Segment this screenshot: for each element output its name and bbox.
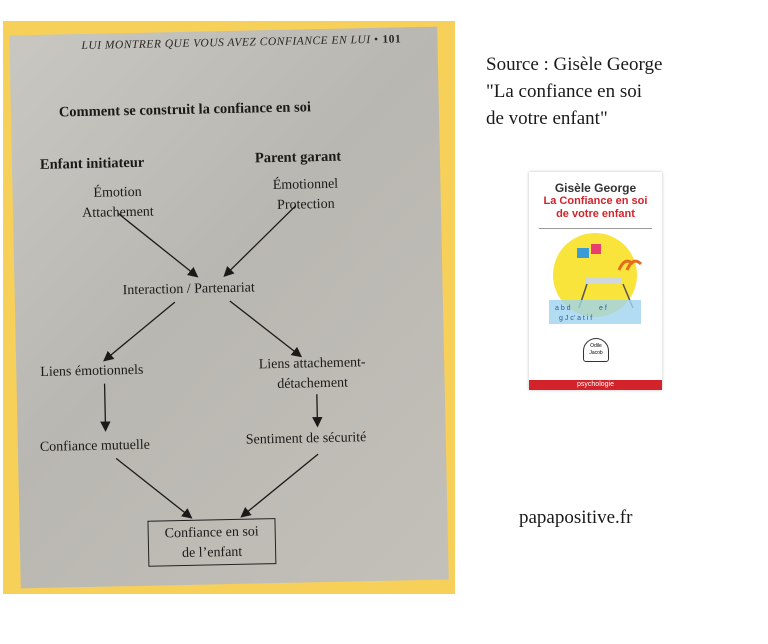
source-line2: "La confiance en soi: [486, 81, 642, 102]
right-header: Parent garant: [254, 148, 342, 167]
right-top-node: [250, 174, 361, 216]
final-line1: Confiance en soi: [164, 524, 259, 542]
right-mid-line2: détachement: [277, 375, 349, 393]
running-head-text: LUI MONTRER QUE VOUS AVEZ CONFIANCE EN LUI •: [81, 33, 379, 53]
book-author: Gisèle George: [554, 181, 637, 195]
final-line2: de l’enfant: [181, 544, 243, 562]
book-cover: [529, 172, 662, 390]
arrow-right-mid-to-low: [317, 394, 318, 426]
center-node: Interaction / Partenariat: [122, 280, 255, 299]
arrow-left-low-to-final: [116, 457, 191, 520]
book-page-photo: [9, 27, 448, 589]
photo-frame: [3, 21, 455, 594]
publisher-logo: Odile Jacob: [583, 338, 609, 362]
left-header: Enfant initiateur: [39, 154, 145, 173]
psychology-band: psychologie: [529, 380, 662, 390]
left-top-line1: Émotion: [93, 184, 142, 201]
left-top-node: [62, 182, 173, 224]
site-url: papapositive.fr: [519, 507, 633, 528]
svg-text:g J c' a t i f: g J c' a t i f: [559, 315, 593, 322]
book-title: [529, 195, 662, 221]
book-title-line2: de votre enfant: [556, 208, 635, 220]
right-top-line2: Protection: [276, 196, 335, 213]
left-low-node: Confiance mutuelle: [39, 437, 151, 455]
left-mid-node: Liens émotionnels: [40, 362, 144, 380]
final-node-box: [147, 518, 276, 567]
right-mid-node: [242, 353, 383, 396]
right-low-node: Sentiment de sécurité: [245, 430, 367, 448]
source-line1: Source : Gisèle George: [486, 54, 663, 75]
arrow-right-low-to-final: [240, 454, 319, 517]
page-number: 101: [382, 33, 402, 46]
source-citation: [486, 51, 662, 132]
svg-text:e f: e f: [599, 305, 607, 312]
arrow-left-mid-to-low: [105, 384, 106, 431]
cover-illustration: [529, 230, 662, 340]
arrow-center-to-left-mid: [103, 302, 176, 360]
cover-divider: [539, 228, 652, 229]
right-mid-line1: Liens attachement-: [258, 355, 366, 373]
source-line3: de votre enfant": [486, 108, 608, 129]
arrow-center-to-right-mid: [230, 300, 301, 358]
svg-text:a b d: a b d: [555, 305, 571, 312]
right-top-line1: Émotionnel: [272, 176, 339, 194]
book-title-line1: La Confiance en soi: [543, 195, 648, 207]
diagram-title: Comment se construit la confiance en soi: [58, 99, 312, 121]
left-top-line2: Attachement: [82, 204, 154, 222]
